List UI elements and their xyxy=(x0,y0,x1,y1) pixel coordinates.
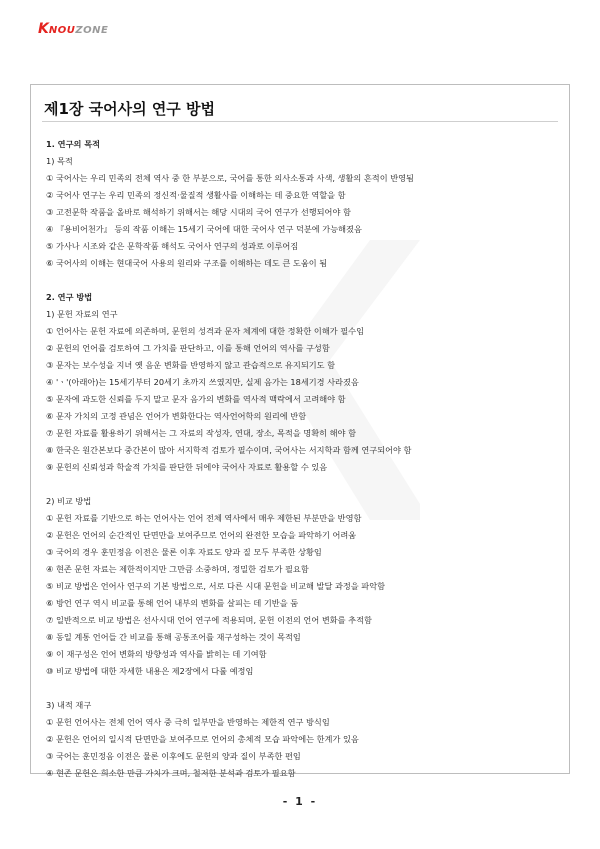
list-item: ③ 국어는 훈민정음 이전은 물론 이후에도 문헌의 양과 질이 부족한 편임 xyxy=(46,751,301,761)
title-divider xyxy=(42,121,558,122)
document-body xyxy=(46,136,566,782)
list-item: ⑤ 문자에 과도한 신뢰를 두지 말고 문자 음가의 변화를 역사적 맥락에서 고려해야 함 xyxy=(46,394,346,404)
list-item: ⑧ 한국은 원간본보다 중간본이 많아 서지학적 검토가 필수이며, 국어사는 서지학과 함께 연구되어야 함 xyxy=(46,445,412,455)
list-item: ④ 'ㆍ'(아래아)는 15세기부터 20세기 초까지 쓰였지만, 실제 음가는 18세기경 사라졌음 xyxy=(46,377,359,387)
list-item: ⑥ 방언 연구 역시 비교를 통해 언어 내부의 변화를 살피는 데 기반을 둠 xyxy=(46,598,299,608)
subsection-heading: 1) 목적 xyxy=(46,156,73,166)
list-item: ⑥ 문자 가치의 고정 관념은 언어가 변화한다는 역사언어학의 원리에 반함 xyxy=(46,411,307,421)
list-item: ⑦ 문헌 자료를 활용하기 위해서는 그 자료의 작성자, 연대, 장소, 목적을 명확히 해야 함 xyxy=(46,428,356,438)
list-item: ⑥ 국어사의 이해는 현대국어 사용의 원리와 구조를 이해하는 데도 큰 도움이 됨 xyxy=(46,258,328,268)
list-item: ⑤ 비교 방법은 언어사 연구의 기본 방법으로, 서로 다른 시대 문헌을 비교해 발달 과정을 파악함 xyxy=(46,581,386,591)
list-item: ① 국어사는 우리 민족의 전체 역사 중 한 부분으로, 국어를 통한 의사소통과 사색, 생활의 흔적이 반영됨 xyxy=(46,173,414,183)
section-heading: 2. 연구 방법 xyxy=(46,292,93,302)
logo-zone: ZONE xyxy=(75,25,109,36)
list-item: ④ 현존 문헌 자료는 제한적이지만 그만큼 소중하며, 정밀한 검토가 필요함 xyxy=(46,564,309,574)
list-item: ① 문헌 자료를 기반으로 하는 언어사는 언어 전체 역사에서 매우 제한된 부분만을 반영함 xyxy=(46,513,362,523)
list-item: ⑤ 가사나 시조와 같은 문학작품 해석도 국어사 연구의 성과로 이루어짐 xyxy=(46,241,299,251)
list-item: ③ 고전문학 작품을 올바로 해석하기 위해서는 해당 시대의 국어 연구가 선행되어야 함 xyxy=(46,207,351,217)
list-item: ⑩ 비교 방법에 대한 자세한 내용은 제2장에서 다룰 예정임 xyxy=(46,666,254,676)
list-item: ⑨ 문헌의 신뢰성과 학술적 가치를 판단한 뒤에야 국어사 자료로 활용할 수 있음 xyxy=(46,462,328,472)
list-item: ② 국어사 연구는 우리 민족의 정신적·물질적 생활사를 이해하는 데 중요한 역할을 함 xyxy=(46,190,346,200)
list-item: ③ 국어의 경우 훈민정음 이전은 물론 이후 자료도 양과 질 모두 부족한 상황임 xyxy=(46,547,322,557)
subsection-heading: 1) 문헌 자료의 연구 xyxy=(46,309,118,319)
page-title: 제1장 국어사의 연구 방법 xyxy=(44,100,216,118)
list-item: ④ 현존 문헌은 희소한 만큼 가치가 크며, 철저한 분석과 검토가 필요함 xyxy=(46,768,296,778)
logo-k: K xyxy=(38,21,49,37)
list-item: ⑧ 동일 계통 언어들 간 비교를 통해 공통조어를 재구성하는 것이 목적임 xyxy=(46,632,301,642)
page-number: - 1 - xyxy=(282,795,318,808)
list-item: ③ 문자는 보수성을 지녀 옛 음운 변화를 반영하지 않고 관습적으로 유지되기도 함 xyxy=(46,360,336,370)
list-item: ① 문헌 언어사는 전체 언어 역사 중 극히 일부만을 반영하는 제한적 연구 방식임 xyxy=(46,717,330,727)
list-item: ② 문헌의 언어를 검토하여 그 가치를 판단하고, 이를 통해 언어의 역사를 구성함 xyxy=(46,343,330,353)
list-item: ① 언어사는 문헌 자료에 의존하며, 문헌의 성격과 문자 체계에 대한 정확한 이해가 필수임 xyxy=(46,326,364,336)
list-item: ② 문헌은 언어의 일시적 단면만을 보여주므로 언어의 총체적 모습 파악에는 한계가 있음 xyxy=(46,734,359,744)
list-item: ④ 『용비어천가』 등의 작품 이해는 15세기 국어에 대한 국어사 연구 덕분에 가능해졌음 xyxy=(46,224,362,234)
logo-nou: NOU xyxy=(48,25,76,36)
knouzone-logo xyxy=(38,20,108,36)
subsection-heading: 3) 내적 재구 xyxy=(46,700,92,710)
list-item: ⑦ 일반적으로 비교 방법은 선사시대 언어 연구에 적용되며, 문헌 이전의 언어 변화를 추적함 xyxy=(46,615,372,625)
list-item: ② 문헌은 언어의 순간적인 단면만을 보여주므로 언어의 완전한 모습을 파악하기 어려움 xyxy=(46,530,357,540)
section-heading: 1. 연구의 목적 xyxy=(46,139,101,149)
subsection-heading: 2) 비교 방법 xyxy=(46,496,92,506)
list-item: ⑨ 이 재구성은 언어 변화의 방향성과 역사를 밝히는 데 기여함 xyxy=(46,649,267,659)
